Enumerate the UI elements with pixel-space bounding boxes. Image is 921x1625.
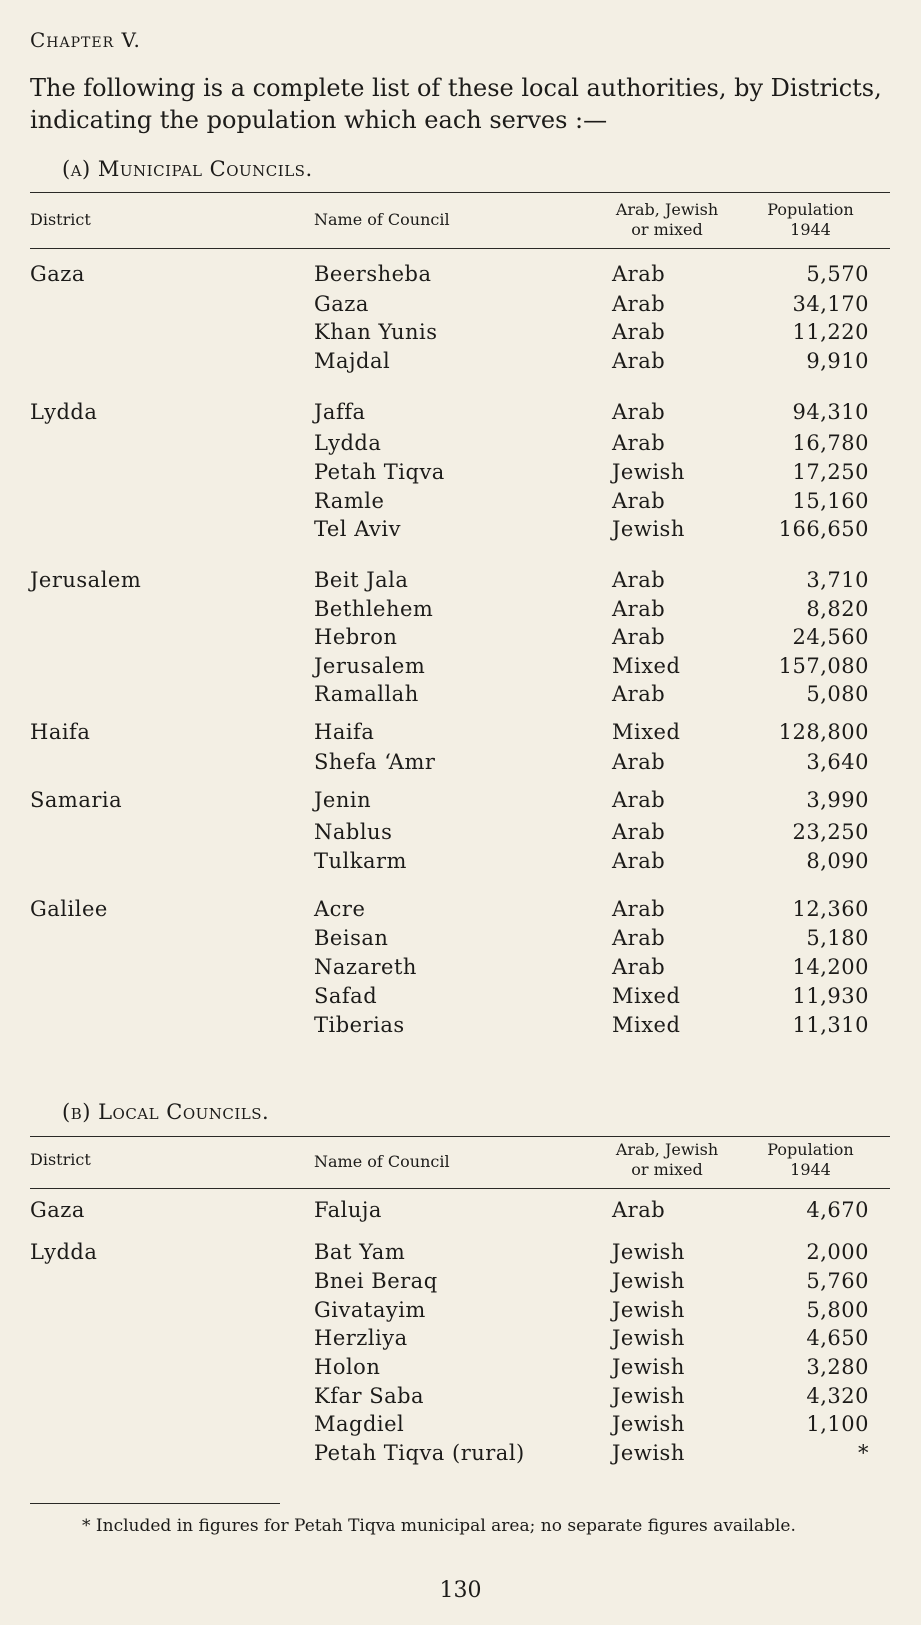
population-cell: 3,990 [806,788,869,812]
population-cell: * [858,1441,869,1465]
header-type-line1: Arab, Jewish [615,200,719,219]
population-cell: 16,780 [792,431,869,455]
population-cell: 3,640 [806,750,869,774]
section-title-local: (b) Local Councils. [62,1100,270,1124]
district-cell: Lydda [30,400,98,424]
type-cell: Arab [612,750,666,774]
population-cell: 3,280 [806,1355,869,1379]
type-cell: Arab [612,625,666,649]
header-council: Name of Council [314,1152,450,1171]
council-name-cell: Kfar Saba [314,1384,425,1408]
type-cell: Arab [612,320,666,344]
district-cell: Samaria [30,788,123,812]
population-cell: 17,250 [792,460,869,484]
type-cell: Arab [612,568,666,592]
table-rule-top [30,1136,890,1137]
table-row [0,489,921,518]
population-cell: 8,090 [806,849,869,873]
table-row [0,517,921,546]
population-cell: 11,310 [792,1013,869,1037]
population-cell: 4,320 [806,1384,869,1408]
population-cell: 4,650 [806,1326,869,1350]
table-row [0,682,921,711]
population-cell: 34,170 [792,292,869,316]
council-name-cell: Holon [314,1355,381,1379]
type-cell: Jewish [612,1441,685,1465]
table-row [0,431,921,460]
type-cell: Arab [612,788,666,812]
population-cell: 15,160 [792,489,869,513]
council-name-cell: Petah Tiqva (rural) [314,1441,525,1465]
type-cell: Jewish [612,1355,685,1379]
council-name-cell: Petah Tiqva [314,460,445,484]
council-name-cell: Faluja [314,1198,382,1222]
population-cell: 14,200 [792,955,869,979]
type-cell: Jewish [612,517,685,541]
table-row [0,262,921,291]
table-row [0,292,921,321]
header-type [596,200,738,240]
page-number: 130 [439,1578,482,1603]
population-cell: 9,910 [806,349,869,373]
header-pop-line2: 1944 [790,1160,831,1179]
table-row [0,1441,921,1470]
table-row [0,820,921,849]
population-cell: 128,800 [778,720,869,744]
population-cell: 166,650 [778,517,869,541]
table-row [0,1412,921,1441]
type-cell: Arab [612,849,666,873]
population-cell: 94,310 [792,400,869,424]
type-cell: Mixed [612,984,681,1008]
type-cell: Arab [612,682,666,706]
type-cell: Arab [612,292,666,316]
table-row [0,625,921,654]
type-cell: Arab [612,926,666,950]
council-name-cell: Acre [314,897,366,921]
table-row [0,1240,921,1269]
council-name-cell: Hebron [314,625,398,649]
table-row [0,349,921,378]
table-rule-top [30,192,890,193]
type-cell: Arab [612,597,666,621]
section-title-municipal: (a) Municipal Councils. [62,157,313,181]
table-row [0,955,921,984]
chapter-heading: Chapter V. [30,28,141,52]
header-council: Name of Council [314,210,450,229]
type-cell: Arab [612,349,666,373]
council-name-cell: Tel Aviv [314,517,401,541]
header-type-line2: or mixed [631,220,703,239]
council-name-cell: Khan Yunis [314,320,438,344]
header-pop-line1: Population [767,1140,854,1159]
table-row [0,460,921,489]
type-cell: Jewish [612,1240,685,1264]
council-name-cell: Herzliya [314,1326,408,1350]
type-cell: Arab [612,489,666,513]
type-cell: Mixed [612,720,681,744]
council-name-cell: Beersheba [314,262,432,286]
population-cell: 4,670 [806,1198,869,1222]
council-name-cell: Bethlehem [314,597,434,621]
type-cell: Arab [612,431,666,455]
table-row [0,1269,921,1298]
table-row [0,750,921,779]
population-cell: 5,570 [806,262,869,286]
table-row [0,597,921,626]
council-name-cell: Beisan [314,926,389,950]
type-cell: Arab [612,897,666,921]
council-name-cell: Givatayim [314,1298,426,1322]
table-row [0,320,921,349]
council-name-cell: Majdal [314,349,391,373]
district-cell: Jerusalem [30,568,142,592]
table-row [0,1013,921,1042]
council-name-cell: Safad [314,984,378,1008]
council-name-cell: Haifa [314,720,375,744]
table-row [0,788,921,817]
council-name-cell: Tulkarm [314,849,407,873]
type-cell: Jewish [612,1412,685,1436]
council-name-cell: Shefa ‘Amr [314,750,436,774]
population-cell: 5,080 [806,682,869,706]
type-cell: Arab [612,820,666,844]
council-name-cell: Lydda [314,431,382,455]
council-name-cell: Gaza [314,292,369,316]
table-rule-header [30,248,890,249]
council-name-cell: Jerusalem [314,654,426,678]
population-cell: 11,220 [792,320,869,344]
table-row [0,849,921,878]
header-pop-line1: Population [767,200,854,219]
type-cell: Arab [612,955,666,979]
footnote: * Included in figures for Petah Tiqva municipal area; no separate figures available. [82,1516,796,1536]
type-cell: Arab [612,1198,666,1222]
council-name-cell: Bat Yam [314,1240,406,1264]
type-cell: Mixed [612,1013,681,1037]
council-name-cell: Ramallah [314,682,419,706]
table-rule-header [30,1188,890,1189]
header-type [596,1140,738,1180]
council-name-cell: Nablus [314,820,393,844]
table-row [0,984,921,1013]
table-row [0,1384,921,1413]
population-cell: 5,800 [806,1298,869,1322]
council-name-cell: Magdiel [314,1412,405,1436]
population-cell: 5,760 [806,1269,869,1293]
type-cell: Mixed [612,654,681,678]
council-name-cell: Jaffa [314,400,366,424]
type-cell: Arab [612,262,666,286]
type-cell: Jewish [612,1326,685,1350]
council-name-cell: Ramle [314,489,385,513]
type-cell: Jewish [612,1269,685,1293]
population-cell: 24,560 [792,625,869,649]
table-row [0,400,921,429]
table-row [0,897,921,926]
header-district: District [30,210,91,229]
population-cell: 23,250 [792,820,869,844]
header-district: District [30,1150,91,1169]
table-row [0,1298,921,1327]
table-row [0,568,921,597]
district-cell: Gaza [30,262,85,286]
district-cell: Haifa [30,720,91,744]
header-population [753,1140,868,1180]
header-type-line2: or mixed [631,1160,703,1179]
intro-paragraph: The following is a complete list of these local authorities, by Districts, indicating the population which each serves :— [30,74,882,134]
table-row [0,1326,921,1355]
header-population [753,200,868,240]
header-type-line1: Arab, Jewish [615,1140,719,1159]
table-row [0,926,921,955]
table-row [0,654,921,683]
population-cell: 8,820 [806,597,869,621]
population-cell: 3,710 [806,568,869,592]
council-name-cell: Bnei Beraq [314,1269,438,1293]
type-cell: Jewish [612,460,685,484]
council-name-cell: Beit Jala [314,568,409,592]
district-cell: Galilee [30,897,108,921]
population-cell: 1,100 [806,1412,869,1436]
type-cell: Jewish [612,1298,685,1322]
table-row [0,1355,921,1384]
population-cell: 2,000 [806,1240,869,1264]
council-name-cell: Jenin [314,788,372,812]
council-name-cell: Nazareth [314,955,417,979]
population-cell: 157,080 [778,654,869,678]
type-cell: Arab [612,400,666,424]
district-cell: Gaza [30,1198,85,1222]
population-cell: 11,930 [792,984,869,1008]
population-cell: 12,360 [792,897,869,921]
table-row [0,1198,921,1227]
council-name-cell: Tiberias [314,1013,405,1037]
header-pop-line2: 1944 [790,220,831,239]
type-cell: Jewish [612,1384,685,1408]
district-cell: Lydda [30,1240,98,1264]
table-row [0,720,921,749]
population-cell: 5,180 [806,926,869,950]
footnote-rule [30,1503,280,1504]
